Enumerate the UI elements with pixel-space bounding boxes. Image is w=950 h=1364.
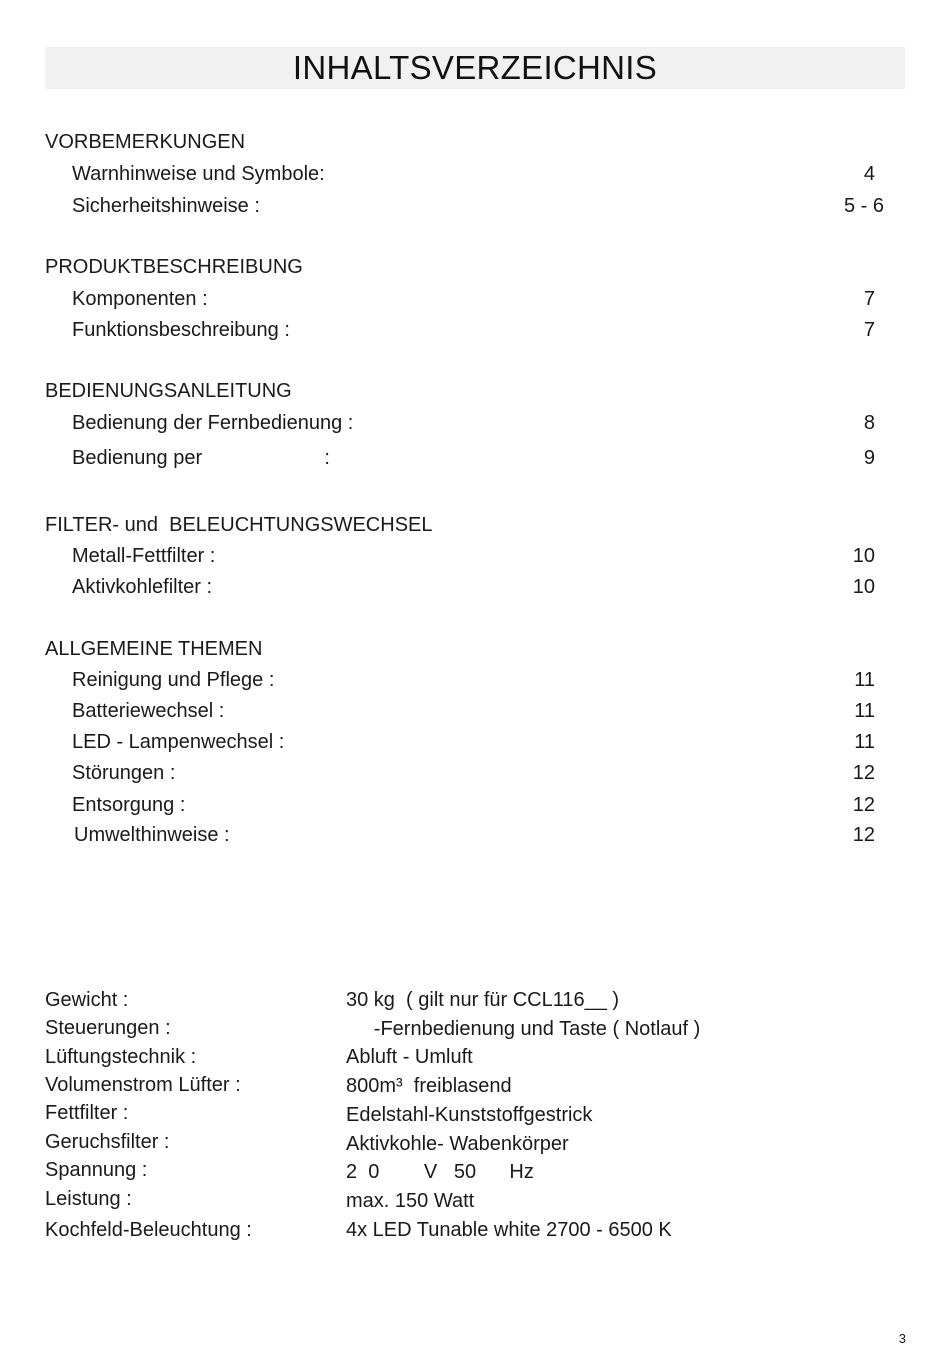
spec-value: Edelstahl-Kunststoffgestrick xyxy=(346,1104,593,1126)
spec-label: Spannung : xyxy=(45,1159,148,1181)
toc-entry-label: Komponenten : xyxy=(72,288,208,310)
spec-label: Fettfilter : xyxy=(45,1102,129,1124)
toc-heading-allgemeine-themen: ALLGEMEINE THEMEN xyxy=(45,638,263,660)
toc-entry-label: LED - Lampenwechsel : xyxy=(72,731,285,753)
toc-entry-label: Reinigung und Pflege : xyxy=(72,669,275,691)
toc-entry-page: 12 xyxy=(852,794,875,816)
toc-entry-page: 5 - 6 xyxy=(843,195,884,217)
toc-entry-label: Bedienung der Fernbedienung : xyxy=(72,412,354,434)
spec-label: Kochfeld-Beleuchtung : xyxy=(45,1219,252,1241)
toc-entry-label: Warnhinweise und Symbole: xyxy=(72,163,325,185)
toc-entry-page: 4 xyxy=(863,163,875,185)
toc-entry-page: 8 xyxy=(863,412,875,434)
toc-heading-bedienungsanleitung: BEDIENUNGSANLEITUNG xyxy=(45,380,292,402)
spec-label: Geruchsfilter : xyxy=(45,1131,170,1153)
spec-label: Leistung : xyxy=(45,1188,132,1210)
spec-value: 2 0 V 50 Hz xyxy=(346,1161,534,1183)
toc-entry-page: 12 xyxy=(852,824,875,846)
toc-entry-page: 11 xyxy=(854,731,875,753)
toc-entry-page: 7 xyxy=(863,319,875,341)
spec-value: 30 kg ( gilt nur für CCL116__ ) xyxy=(346,989,620,1011)
spec-value: 800m³ freiblasend xyxy=(346,1075,512,1097)
page-title: INHALTSVERZEICHNIS xyxy=(292,49,658,86)
toc-entry-page: 11 xyxy=(854,700,875,722)
toc-entry-label: Umwelthinweise : xyxy=(74,824,230,846)
toc-entry-page: 10 xyxy=(852,576,875,598)
toc-entry-page: 10 xyxy=(852,545,875,567)
toc-entry-page: 9 xyxy=(863,447,875,469)
spec-label: Lüftungstechnik : xyxy=(45,1046,197,1068)
toc-entry-label: Entsorgung : xyxy=(72,794,186,816)
toc-entry-label: Funktionsbeschreibung : xyxy=(72,319,290,341)
spec-value: max. 150 Watt xyxy=(346,1190,475,1212)
spec-label: Steuerungen : xyxy=(45,1017,171,1039)
toc-entry-label: Störungen : xyxy=(72,762,176,784)
spec-label: Gewicht : xyxy=(45,989,129,1011)
toc-heading-vorbemerkungen: VORBEMERKUNGEN xyxy=(45,131,246,153)
spec-value: Abluft - Umluft xyxy=(346,1046,473,1068)
toc-entry-label: Aktivkohlefilter : xyxy=(72,576,213,598)
spec-label: Volumenstrom Lüfter : xyxy=(45,1074,241,1096)
toc-entry-label: Batteriewechsel : xyxy=(72,700,225,722)
toc-entry-label: Bedienung per : xyxy=(72,447,330,469)
spec-value: 4x LED Tunable white 2700 - 6500 K xyxy=(346,1219,672,1241)
toc-entry-label: Sicherheitshinweise : xyxy=(72,195,260,217)
spec-value: Aktivkohle- Wabenkörper xyxy=(346,1133,569,1155)
toc-entry-page: 7 xyxy=(863,288,875,310)
page-number: 3 xyxy=(898,1331,906,1346)
spec-value: -Fernbedienung und Taste ( Notlauf ) xyxy=(346,1018,701,1040)
toc-entry-label: Metall-Fettfilter : xyxy=(72,545,216,567)
toc-entry-page: 11 xyxy=(854,669,875,691)
toc-heading-filter: FILTER- und BELEUCHTUNGSWECHSEL xyxy=(45,514,433,536)
toc-heading-produktbeschreibung: PRODUKTBESCHREIBUNG xyxy=(45,256,303,278)
title-bar xyxy=(45,47,905,89)
toc-entry-page: 12 xyxy=(852,762,875,784)
